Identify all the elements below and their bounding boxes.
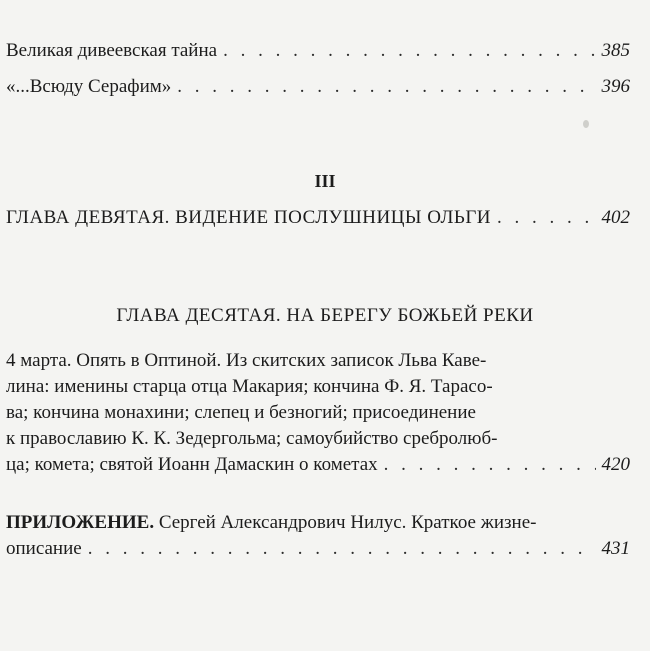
toc-entry[interactable] xyxy=(6,536,630,562)
entry-page: 431 xyxy=(601,538,630,559)
entry-title: описание xyxy=(6,538,82,559)
chapter-desc-line: лина: именины старца отца Макария; кончина Ф. Я. Тарасо- xyxy=(6,376,493,397)
chapter-heading: ГЛАВА ДЕСЯТАЯ. НА БЕРЕГУ БОЖЬЕЙ РЕКИ xyxy=(116,305,534,326)
dot-leader xyxy=(88,536,596,562)
chapter-desc-line: 4 марта. Опять в Оптиной. Из скитских записок Льва Каве- xyxy=(6,350,487,371)
toc-entry[interactable] xyxy=(6,205,630,231)
entry-page: 402 xyxy=(601,207,630,228)
appendix-line xyxy=(6,510,536,536)
chapter-desc-line: к православию К. К. Зедергольма; самоубийство сребролюб- xyxy=(6,428,498,449)
entry-page: 396 xyxy=(601,76,630,97)
appendix-label: ПРИЛОЖЕНИЕ. xyxy=(6,512,155,533)
appendix-text: Сергей Александрович Нилус. Краткое жизне- xyxy=(158,512,537,533)
paper-speck xyxy=(583,120,589,128)
toc-entry[interactable] xyxy=(6,74,630,100)
entry-page: 385 xyxy=(601,40,630,61)
entry-page: 420 xyxy=(601,454,630,475)
section-numeral: III xyxy=(314,171,336,191)
toc-entry[interactable] xyxy=(6,38,630,64)
dot-leader xyxy=(223,38,595,64)
dot-leader xyxy=(497,205,595,231)
entry-title: Великая дивеевская тайна xyxy=(6,40,218,61)
chapter-desc-line: ва; кончина монахини; слепец и безногий; присоединение xyxy=(6,402,476,423)
dot-leader xyxy=(384,452,596,478)
entry-title: ца; комета; святой Иоанн Дамаскин о кометах xyxy=(6,454,378,475)
toc-entry[interactable] xyxy=(6,452,630,478)
entry-title: «...Всюду Серафим» xyxy=(6,76,172,97)
dot-leader xyxy=(177,74,595,100)
entry-title: ГЛАВА ДЕВЯТАЯ. ВИДЕНИЕ ПОСЛУШНИЦЫ ОЛЬГИ xyxy=(6,207,492,228)
